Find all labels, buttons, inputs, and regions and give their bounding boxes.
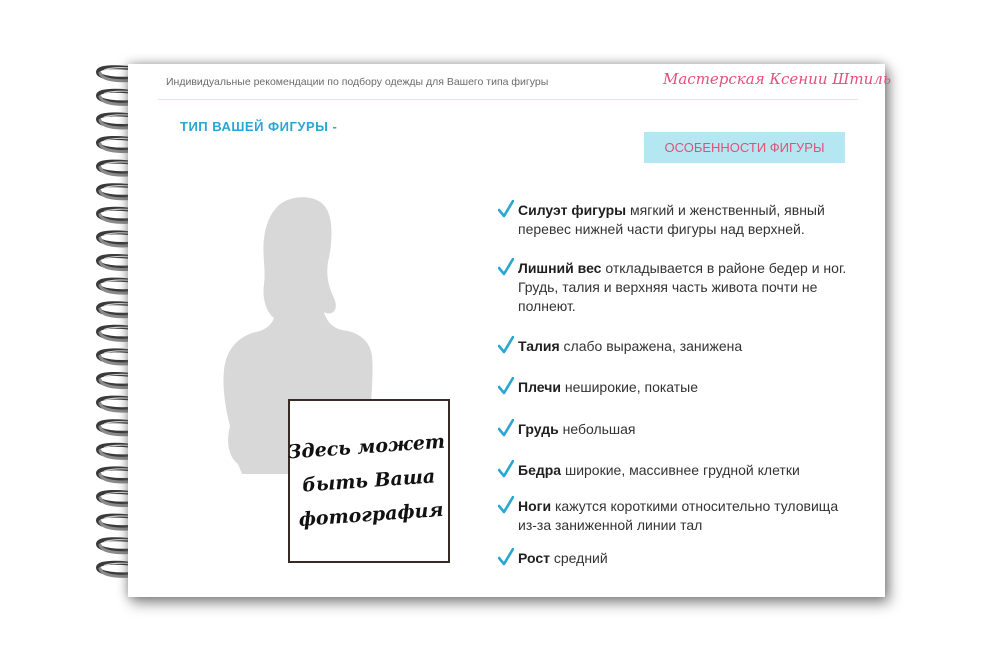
feature-term: Грудь xyxy=(518,421,559,437)
feature-desc: небольшая xyxy=(558,421,636,437)
figure-type-title: ТИП ВАШЕЙ ФИГУРЫ - xyxy=(180,119,338,134)
feature-item xyxy=(500,201,850,239)
checkmark-icon xyxy=(498,200,514,218)
feature-desc: слабо выражена, занижена xyxy=(559,338,743,354)
features-label xyxy=(644,132,845,163)
feature-desc: средний xyxy=(550,550,608,566)
feature-item xyxy=(500,497,850,535)
feature-term: Плечи xyxy=(518,379,561,395)
checkmark-icon xyxy=(498,419,514,437)
feature-term: Бедра xyxy=(518,462,562,478)
photo-line-3: фотография xyxy=(298,498,445,531)
photo-line-1: Здесь может xyxy=(287,430,446,464)
checkmark-icon xyxy=(498,336,514,354)
checkmark-icon xyxy=(498,258,514,276)
photo-placeholder-text xyxy=(287,425,451,538)
features-label-text: ОСОБЕННОСТИ ФИГУРЫ xyxy=(664,140,825,155)
feature-item xyxy=(500,420,850,439)
feature-term: Лишний вес xyxy=(518,260,602,276)
brand-logo: Мастерская Ксении Штиль xyxy=(663,70,891,88)
feature-desc: широкие, массивнее грудной клетки xyxy=(561,462,800,478)
checkmark-icon xyxy=(498,460,514,478)
checkmark-icon xyxy=(498,377,514,395)
feature-item xyxy=(500,461,850,480)
header-subtitle: Индивидуальные рекомендации по подбору одежды для Вашего типа фигуры xyxy=(166,76,549,88)
header-divider xyxy=(158,99,858,100)
feature-term: Рост xyxy=(518,550,550,566)
feature-desc: мягкий и женственный, явный перевес нижней части фигуры над верхней. xyxy=(518,202,825,237)
feature-desc: неширокие, покатые xyxy=(560,379,699,395)
feature-term: Силуэт фигуры xyxy=(518,202,627,218)
feature-item xyxy=(500,259,850,316)
checkmark-icon xyxy=(498,496,514,514)
feature-desc: откладывается в районе бедер и ног. Грудь, талия и верхняя часть живота почти не полнеют. xyxy=(518,260,847,314)
notebook-page xyxy=(128,64,891,597)
feature-item xyxy=(500,549,850,568)
feature-desc: кажутся короткими относительно туловища из-за заниженной линии тал xyxy=(518,498,839,533)
feature-term: Талия xyxy=(518,338,560,354)
photo-placeholder xyxy=(288,399,450,563)
checkmark-icon xyxy=(498,548,514,566)
feature-item xyxy=(500,337,850,356)
feature-term: Ноги xyxy=(518,498,552,514)
photo-line-2: быть Ваша xyxy=(301,465,437,497)
feature-item xyxy=(500,378,850,397)
